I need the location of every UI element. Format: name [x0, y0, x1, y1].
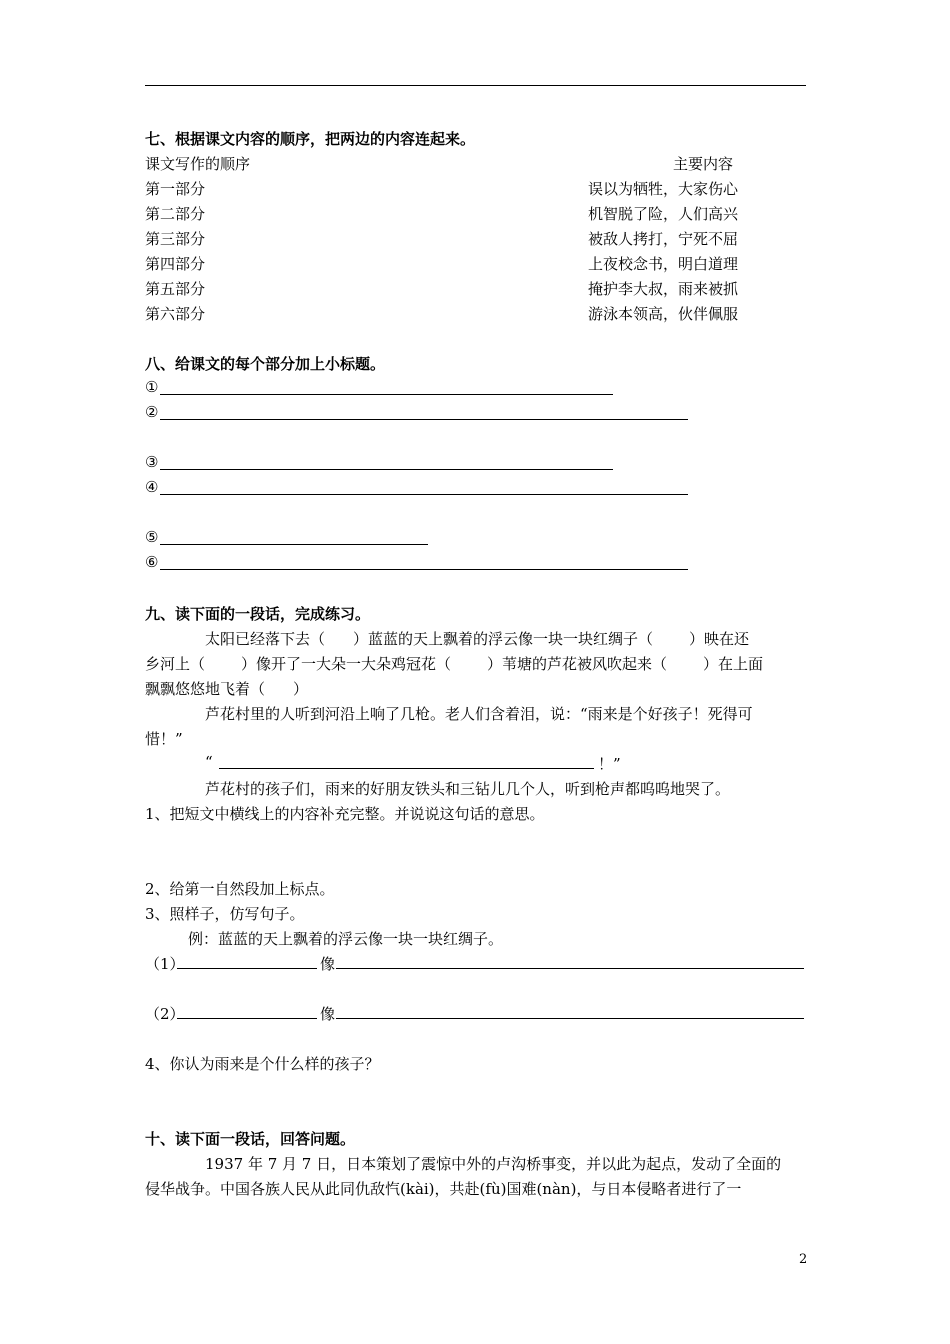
text-segment: ） — [293, 680, 309, 698]
paragraph-line: 芦花村里的人听到河沿上响了几枪。老人们含着泪，说：“雨来是个好孩子！死得可 — [205, 705, 753, 723]
subtitle-blank-3[interactable] — [160, 469, 613, 470]
text-segment: ）映在还 — [689, 630, 750, 648]
item-label: （1） — [145, 955, 185, 973]
paragraph-line: 惜！” — [145, 730, 183, 748]
page-number: 2 — [799, 1252, 808, 1267]
paragraph-line: 侵华战争。中国各族人民从此同仇敌忾(kài)，共赴(fù)国难(nàn)，与日本侵略者进行了一 — [145, 1180, 742, 1198]
section8-heading: 八、给课文的每个部分加上小标题。 — [145, 355, 386, 373]
question-1: 1、把短文中横线上的内容补充完整。并说说这句话的意思。 — [145, 805, 545, 823]
question-4: 4、你认为雨来是个什么样的孩子？ — [145, 1055, 380, 1073]
section10-heading: 十、读下面一段话，回答问题。 — [145, 1130, 356, 1148]
example-sentence: 例：蓝蓝的天上飘着的浮云像一块一块红绸子。 — [188, 930, 504, 948]
text-segment: 乡河上（ — [145, 655, 206, 673]
imitation-blank-1b[interactable] — [336, 968, 804, 969]
right-column-header: 主要内容 — [673, 155, 734, 173]
right-item: 被敌人拷打，宁死不屈 — [588, 230, 739, 248]
section7-heading: 七、根据课文内容的顺序，把两边的内容连起来。 — [145, 130, 476, 148]
right-item: 上夜校念书，明白道理 — [588, 255, 739, 273]
subtitle-marker: ⑤ — [145, 528, 159, 546]
left-item: 第一部分 — [145, 180, 206, 198]
subtitle-blank-6[interactable] — [160, 569, 688, 570]
quote-close: ！” — [598, 755, 621, 773]
left-item: 第四部分 — [145, 255, 206, 273]
left-item: 第二部分 — [145, 205, 206, 223]
xiang-char: 像 — [320, 955, 336, 973]
paragraph-line — [205, 628, 749, 649]
question-3: 3、照样子，仿写句子。 — [145, 905, 305, 923]
subtitle-marker: ⑥ — [145, 553, 159, 571]
item-label: （2） — [145, 1005, 185, 1023]
imitation-blank-1a[interactable] — [177, 968, 317, 969]
question-2: 2、给第一自然段加上标点。 — [145, 880, 335, 898]
text-segment: ）在上面 — [703, 655, 764, 673]
subtitle-blank-1[interactable] — [160, 394, 613, 395]
left-item: 第五部分 — [145, 280, 206, 298]
quote-fill-blank[interactable] — [219, 768, 594, 769]
subtitle-marker: ③ — [145, 453, 159, 471]
left-column-header: 课文写作的顺序 — [145, 155, 251, 173]
text-segment: ）像开了一大朵一大朵鸡冠花（ — [241, 655, 452, 673]
imitation-blank-2a[interactable] — [177, 1018, 317, 1019]
text-segment: ）苇塘的芦花被风吹起来（ — [487, 655, 668, 673]
subtitle-blank-5[interactable] — [160, 544, 428, 545]
paragraph-line — [145, 678, 308, 699]
subtitle-marker: ④ — [145, 478, 159, 496]
right-item: 游泳本领高，伙伴佩服 — [588, 305, 739, 323]
top-rule — [145, 85, 806, 86]
paragraph-line — [145, 653, 763, 674]
subtitle-blank-2[interactable] — [160, 419, 688, 420]
text-segment: ）蓝蓝的天上飘着的浮云像一块一块红绸子（ — [353, 630, 654, 648]
text-segment: 飘飘悠悠地飞着（ — [145, 680, 266, 698]
xiang-char: 像 — [320, 1005, 336, 1023]
subtitle-blank-4[interactable] — [160, 494, 688, 495]
left-item: 第六部分 — [145, 305, 206, 323]
left-item: 第三部分 — [145, 230, 206, 248]
paragraph-line: 1937 年 7 月 7 日，日本策划了震惊中外的卢沟桥事变，并以此为起点，发动了全面的 — [205, 1155, 782, 1173]
subtitle-marker: ② — [145, 403, 159, 421]
imitation-blank-2b[interactable] — [336, 1018, 804, 1019]
right-item: 掩护李大叔，雨来被抓 — [588, 280, 739, 298]
right-item: 机智脱了险，人们高兴 — [588, 205, 739, 223]
section9-heading: 九、读下面的一段话，完成练习。 — [145, 605, 371, 623]
paragraph-line: 芦花村的孩子们，雨来的好朋友铁头和三钻儿几个人，听到枪声都呜呜地哭了。 — [205, 780, 731, 798]
text-segment: 太阳已经落下去（ — [205, 630, 326, 648]
quote-open: “ — [205, 753, 213, 771]
subtitle-marker: ① — [145, 378, 159, 396]
right-item: 误以为牺牲，大家伤心 — [588, 180, 739, 198]
